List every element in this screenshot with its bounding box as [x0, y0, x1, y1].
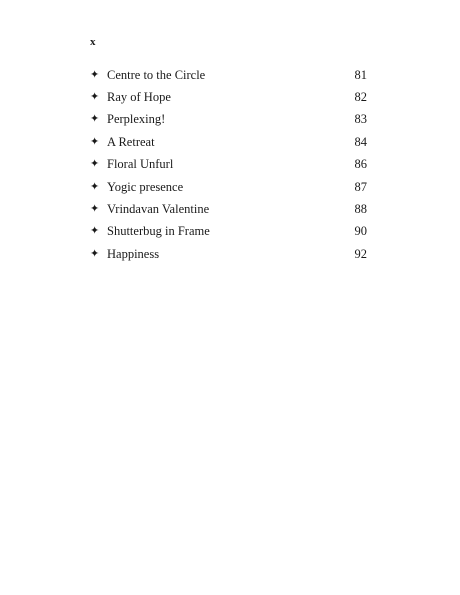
toc-entry-title: Shutterbug in Frame	[107, 224, 210, 239]
toc-entry-page: 84	[354, 134, 367, 149]
toc-entry	[90, 243, 367, 265]
toc-entry	[90, 64, 367, 86]
star-bullet-icon: ✦	[90, 225, 100, 238]
toc-entry-title: Happiness	[107, 246, 160, 261]
toc-entry-title: Yogic presence	[107, 179, 184, 194]
toc-entry-title: Centre to the Circle	[107, 67, 206, 82]
toc-entry-page: 90	[354, 224, 367, 239]
table-of-contents	[90, 64, 367, 266]
toc-entry	[90, 109, 367, 131]
toc-entry	[90, 131, 367, 153]
toc-entry-title: Vrindavan Valentine	[107, 202, 210, 217]
toc-entry-page: 87	[354, 179, 367, 194]
toc-entry	[90, 154, 367, 176]
star-bullet-icon: ✦	[90, 247, 100, 260]
toc-entry-page: 81	[354, 67, 367, 82]
toc-entry-page: 82	[354, 90, 367, 105]
toc-entry-title: Perplexing!	[107, 112, 166, 127]
star-bullet-icon: ✦	[90, 203, 100, 216]
star-bullet-icon: ✦	[90, 68, 100, 81]
toc-entry-title: Floral Unfurl	[107, 157, 174, 172]
toc-entry-page: 88	[354, 202, 367, 217]
star-bullet-icon: ✦	[90, 113, 100, 126]
toc-entry	[90, 198, 367, 220]
toc-entry-page: 83	[354, 112, 367, 127]
toc-entry	[90, 176, 367, 198]
star-bullet-icon: ✦	[90, 158, 100, 171]
toc-entry-page: 92	[354, 246, 367, 261]
toc-entry-title: Ray of Hope	[107, 90, 171, 105]
star-bullet-icon: ✦	[90, 135, 100, 148]
star-bullet-icon: ✦	[90, 91, 100, 104]
toc-entry	[90, 86, 367, 108]
toc-entry-page: 86	[354, 157, 367, 172]
page-number: x	[90, 36, 96, 48]
star-bullet-icon: ✦	[90, 180, 100, 193]
toc-entry	[90, 221, 367, 243]
toc-entry-title: A Retreat	[107, 134, 155, 149]
